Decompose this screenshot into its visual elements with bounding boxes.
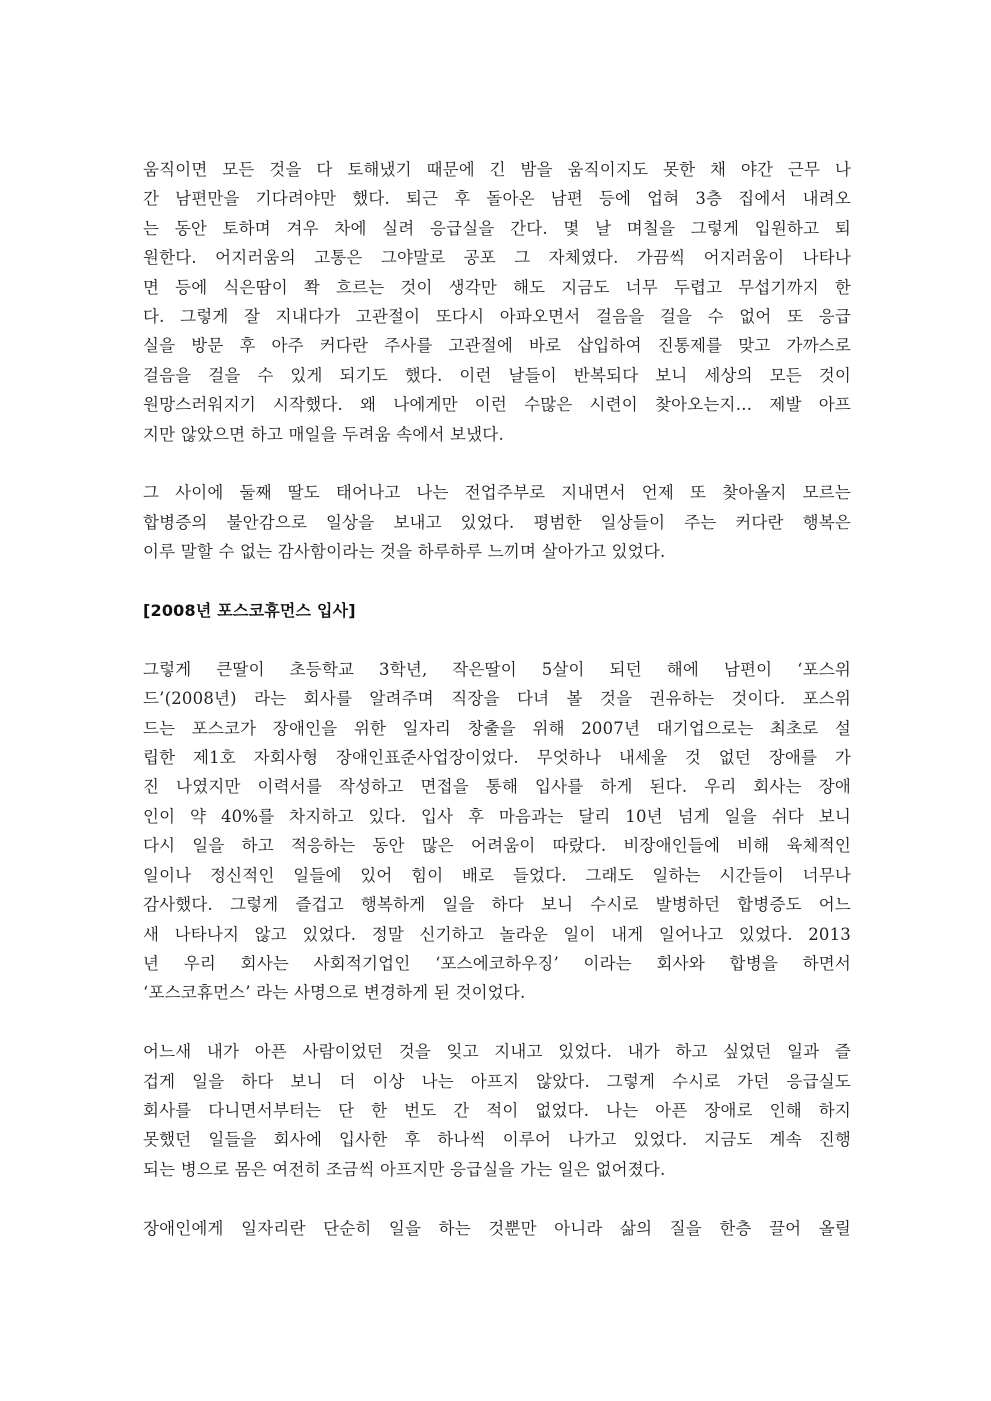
paragraph — [143, 1214, 851, 1243]
text-line: 원망스러워지기 시작했다. 왜 나에게만 이런 수많은 시련이 찾아오는지… 제발 아프 — [143, 395, 851, 415]
text-line: 드는 포스코가 장애인을 위한 일자리 창출을 위해 2007년 대기업으로는 최초로 설 — [143, 718, 851, 738]
text-line: 움직이면 모든 것을 다 토해냈기 때문에 긴 밤을 움직이지도 못한 채 야간 근무 나 — [143, 160, 851, 179]
text-line: 걸음을 걸을 수 있게 되기도 했다. 이런 날들이 반복되다 보니 세상의 모든 것이 — [143, 365, 851, 385]
text-line: 회사를 다니면서부터는 단 한 번도 간 적이 없었다. 나는 아픈 장애로 인해 하지 — [143, 1100, 851, 1120]
text-line: 립한 제1호 자회사형 장애인표준사업장이었다. 무엇하나 내세울 것 없던 장애를 가 — [143, 748, 851, 768]
text-line: 면 등에 식은땀이 쫙 흐르는 것이 생각만 해도 지금도 너무 두렵고 무섭기까지 한 — [143, 277, 851, 297]
text-line: 년 우리 회사는 사회적기업인 ‘포스에코하우징’ 이라는 회사와 합병을 하면서 — [143, 953, 851, 973]
paragraph — [143, 155, 851, 449]
text-line: 인이 약 40%를 차지하고 있다. 입사 후 마음과는 달리 10년 넘게 일을 쉬다 보니 — [143, 806, 851, 826]
text-line: ‘포스코휴먼스’ 라는 사명으로 변경하게 된 것이었다. — [143, 983, 526, 1003]
text-line: 다. 그렇게 잘 지내다가 고관절이 또다시 아파오면서 걸음을 걸을 수 없어 또 응급 — [143, 307, 851, 327]
paragraph — [143, 478, 851, 566]
text-line: 다시 일을 하고 적응하는 동안 많은 어려움이 따랐다. 비장애인들에 비해 육체적인 — [143, 836, 851, 856]
text-line: 감사했다. 그렇게 즐겁고 행복하게 일을 하다 보니 수시로 발병하던 합병증도 어느 — [143, 895, 851, 915]
text-line: 그 사이에 둘째 딸도 태어나고 나는 전업주부로 지내면서 언제 또 찾아올지 모르는 — [143, 483, 851, 503]
text-line: 지만 않았으면 하고 매일을 두려움 속에서 보냈다. — [143, 424, 504, 444]
text-line: 간 남편만을 기다려야만 했다. 퇴근 후 돌아온 남편 등에 업혀 3층 집에서 내려오 — [143, 189, 851, 209]
text-line: 어느새 내가 아픈 사람이었던 것을 잊고 지내고 있었다. 내가 하고 싶었던 일과 즐 — [143, 1042, 851, 1062]
text-line: 원한다. 어지러움의 고통은 그야말로 공포 그 자체였다. 가끔씩 어지러움이 나타나 — [143, 248, 851, 268]
text-line: 되는 병으로 몸은 여전히 조금씩 아프지만 응급실을 가는 일은 없어졌다. — [143, 1159, 666, 1179]
text-line: 일이나 정신적인 일들에 있어 힘이 배로 들었다. 그래도 일하는 시간들이 너무나 — [143, 865, 851, 885]
text-line: 합병증의 불안감으로 일상을 보내고 있었다. 평범한 일상들이 주는 커다란 행복은 — [143, 512, 851, 532]
text-line: 는 동안 토하며 겨우 차에 실려 응급실을 간다. 몇 날 며칠을 그렇게 입원하고 퇴 — [143, 218, 851, 238]
paragraph — [143, 1037, 851, 1184]
text-line: 진 나였지만 이력서를 작성하고 면접을 통해 입사를 하게 된다. 우리 회사는 장애 — [143, 777, 851, 797]
text-line: 장애인에게 일자리란 단순히 일을 하는 것뿐만 아니라 삶의 질을 한층 끌어 올릴 — [143, 1218, 851, 1238]
text-line: 실을 방문 후 아주 커다란 주사를 고관절에 바로 삽입하여 진통제를 맞고 가까스로 — [143, 336, 851, 356]
section-heading: [2008년 포스코휴먼스 입사] — [143, 601, 356, 621]
paragraph — [143, 655, 851, 1008]
document-body — [143, 155, 851, 1272]
text-line: 새 나타나지 않고 있었다. 정말 신기하고 놀라운 일이 내게 일어나고 있었다. 2013 — [143, 924, 851, 944]
text-line: 겁게 일을 하다 보니 더 이상 나는 아프지 않았다. 그렇게 수시로 가던 응급실도 — [143, 1071, 851, 1091]
text-line: 드’(2008년) 라는 회사를 알려주며 직장을 다녀 볼 것을 권유하는 것이다. 포스위 — [143, 689, 851, 709]
text-line: 그렇게 큰딸이 초등학교 3학년, 작은딸이 5살이 되던 해에 남편이 ‘포스위 — [143, 659, 851, 679]
text-line: 이루 말할 수 없는 감사함이라는 것을 하루하루 느끼며 살아가고 있었다. — [143, 542, 666, 562]
text-line: 못했던 일들을 회사에 입사한 후 하나씩 이루어 나가고 있었다. 지금도 계속 진행 — [143, 1130, 851, 1150]
